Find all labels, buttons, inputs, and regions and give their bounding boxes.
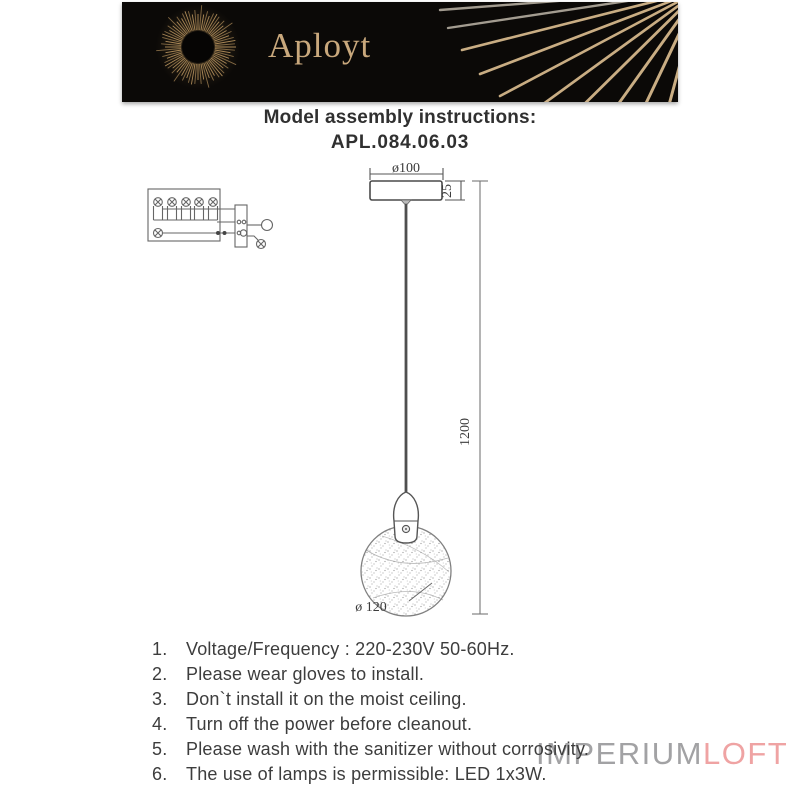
page-title: Model assembly instructions: <box>263 107 537 128</box>
wire-junction-dot <box>216 231 220 235</box>
item-number: 2. <box>152 664 168 684</box>
instruction-item <box>152 714 589 739</box>
cord-grip <box>401 200 411 204</box>
wire-to-lamp <box>247 236 258 240</box>
sunburst-logo-icon <box>156 5 240 89</box>
model-number: APL.084.06.03 <box>330 132 470 153</box>
title-block <box>0 107 800 154</box>
item-text: The use of lamps is permissible: LED 1x3W. <box>186 764 547 784</box>
length-dimension-line <box>472 181 488 614</box>
instruction-list <box>152 639 589 789</box>
watermark-imperium: IMPERIUM <box>536 736 703 771</box>
instruction-item <box>152 689 589 714</box>
lamp-symbol-icon <box>257 240 266 249</box>
ceiling-canopy <box>370 181 442 200</box>
brand-banner <box>122 2 678 102</box>
brand-logotype: Aployt <box>268 26 372 65</box>
corner-rays-icon <box>440 2 678 102</box>
instruction-item <box>152 739 589 764</box>
item-number: 5. <box>152 739 168 759</box>
item-text: Please wash with the sanitizer without corrosivity. <box>186 739 590 759</box>
dimension-label-length: 1200 <box>458 418 473 446</box>
lamp-socket <box>394 492 419 543</box>
connector-block-outline <box>235 205 247 247</box>
instruction-item <box>152 764 589 789</box>
item-text: Please wear gloves to install. <box>186 664 425 684</box>
instruction-item <box>152 639 589 664</box>
lamp-symbol-icon <box>154 229 163 238</box>
item-number: 6. <box>152 764 168 784</box>
item-text: Voltage/Frequency : 220-230V 50-60Hz. <box>186 639 515 659</box>
wire-junction-dot <box>223 231 227 235</box>
dimension-label-canopy-height: 25 <box>440 184 455 198</box>
watermark-loft: LOFT <box>703 736 789 771</box>
instruction-item <box>152 664 589 689</box>
hook-circle-icon <box>262 220 273 231</box>
item-number: 4. <box>152 714 168 734</box>
wiring-diagram <box>140 180 300 265</box>
dimension-label-canopy-diameter: ø100 <box>392 161 420 176</box>
item-number: 1. <box>152 639 168 659</box>
item-number: 3. <box>152 689 168 709</box>
dimension-label-shade-diameter: ø 120 <box>355 600 387 615</box>
item-text: Don`t install it on the moist ceiling. <box>186 689 467 709</box>
item-text: Turn off the power before cleanout. <box>186 714 473 734</box>
pendant-lamp-diagram <box>330 160 500 630</box>
banner-decor <box>122 2 678 102</box>
